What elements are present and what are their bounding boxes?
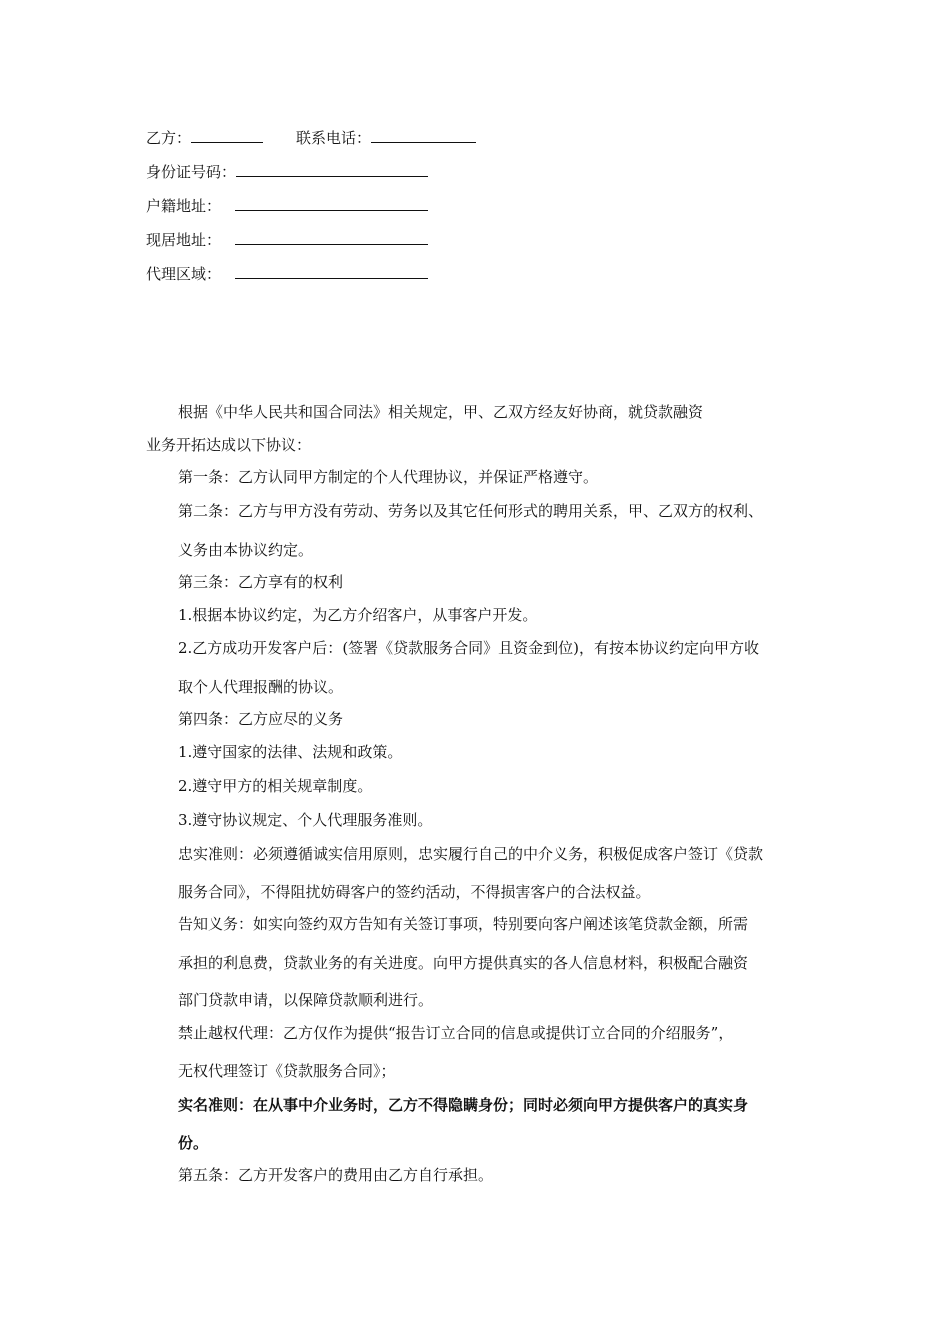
article-4-item-1: 1.遵守国家的法律、法规和政策。	[178, 743, 403, 761]
party-b-blank	[191, 128, 263, 143]
article-3-item-2-line-2: 取个人代理报酬的协议。	[178, 678, 344, 696]
region-blank	[235, 264, 428, 279]
party-b-label: 乙方：	[146, 129, 192, 147]
loyalty-line-1: 忠实准则：必须遵循诚实信用原则，忠实履行自己的中介义务，积极促成客户签订《贷款	[178, 845, 764, 863]
no-exceed-line-2: 无权代理签订《贷款服务合同》；	[178, 1062, 396, 1080]
intro-line-2: 业务开拓达成以下协议：	[146, 436, 312, 454]
residence-label: 现居地址：	[146, 231, 222, 249]
article-4-item-3: 3.遵守协议规定、个人代理服务准则。	[178, 811, 433, 829]
id-blank	[236, 162, 428, 177]
no-exceed-line-1: 禁止越权代理：乙方仅作为提供“报告订立合同的信息或提供订立合同的介绍服务”，	[178, 1024, 734, 1042]
loyalty-line-2: 服务合同》，不得阻扰妨碍客户的签约活动，不得损害客户的合法权益。	[178, 883, 651, 901]
household-blank	[235, 196, 428, 211]
phone-label: 联系电话：	[296, 129, 372, 147]
phone-blank	[371, 128, 476, 143]
notify-line-1: 告知义务：如实向签约双方告知有关签订事项，特别要向客户阐述该笔贷款金额，所需	[178, 915, 749, 933]
id-row	[146, 162, 428, 182]
article-1: 第一条：乙方认同甲方制定的个人代理协议，并保证严格遵守。	[178, 468, 599, 486]
party-b-row	[146, 128, 263, 148]
household-row	[146, 196, 428, 216]
residence-row	[146, 230, 428, 250]
real-name-line-1: 实名准则：在从事中介业务时，乙方不得隐瞒身份；同时必须向甲方提供客户的真实身	[178, 1096, 749, 1114]
article-2-line-1: 第二条：乙方与甲方没有劳动、劳务以及其它任何形式的聘用关系，甲、乙双方的权利、	[178, 502, 764, 520]
article-3-item-2-line-1: 2.乙方成功开发客户后：(签署《贷款服务合同》且资金到位)，有按本协议约定向甲方收	[178, 639, 760, 657]
article-3-heading: 第三条：乙方享有的权利	[178, 573, 344, 591]
notify-line-3: 部门贷款申请，以保障贷款顺利进行。	[178, 991, 434, 1009]
region-row	[146, 264, 428, 284]
residence-blank	[235, 230, 428, 245]
household-label: 户籍地址：	[146, 197, 222, 215]
real-name-line-2: 份。	[178, 1134, 209, 1152]
notify-line-2: 承担的利息费，贷款业务的有关进度。向甲方提供真实的各人信息材料，积极配合融资	[178, 954, 749, 972]
article-5: 第五条：乙方开发客户的费用由乙方自行承担。	[178, 1166, 494, 1184]
article-4-item-2: 2.遵守甲方的相关规章制度。	[178, 777, 373, 795]
article-4-heading: 第四条：乙方应尽的义务	[178, 710, 344, 728]
article-3-item-1: 1.根据本协议约定，为乙方介绍客户，从事客户开发。	[178, 606, 538, 624]
phone-row	[296, 128, 476, 148]
article-2-line-2: 义务由本协议约定。	[178, 541, 314, 559]
region-label: 代理区域：	[146, 265, 222, 283]
intro-line-1: 根据《中华人民共和国合同法》相关规定，甲、乙双方经友好协商，就贷款融资	[178, 403, 704, 421]
id-label: 身份证号码：	[146, 163, 237, 181]
